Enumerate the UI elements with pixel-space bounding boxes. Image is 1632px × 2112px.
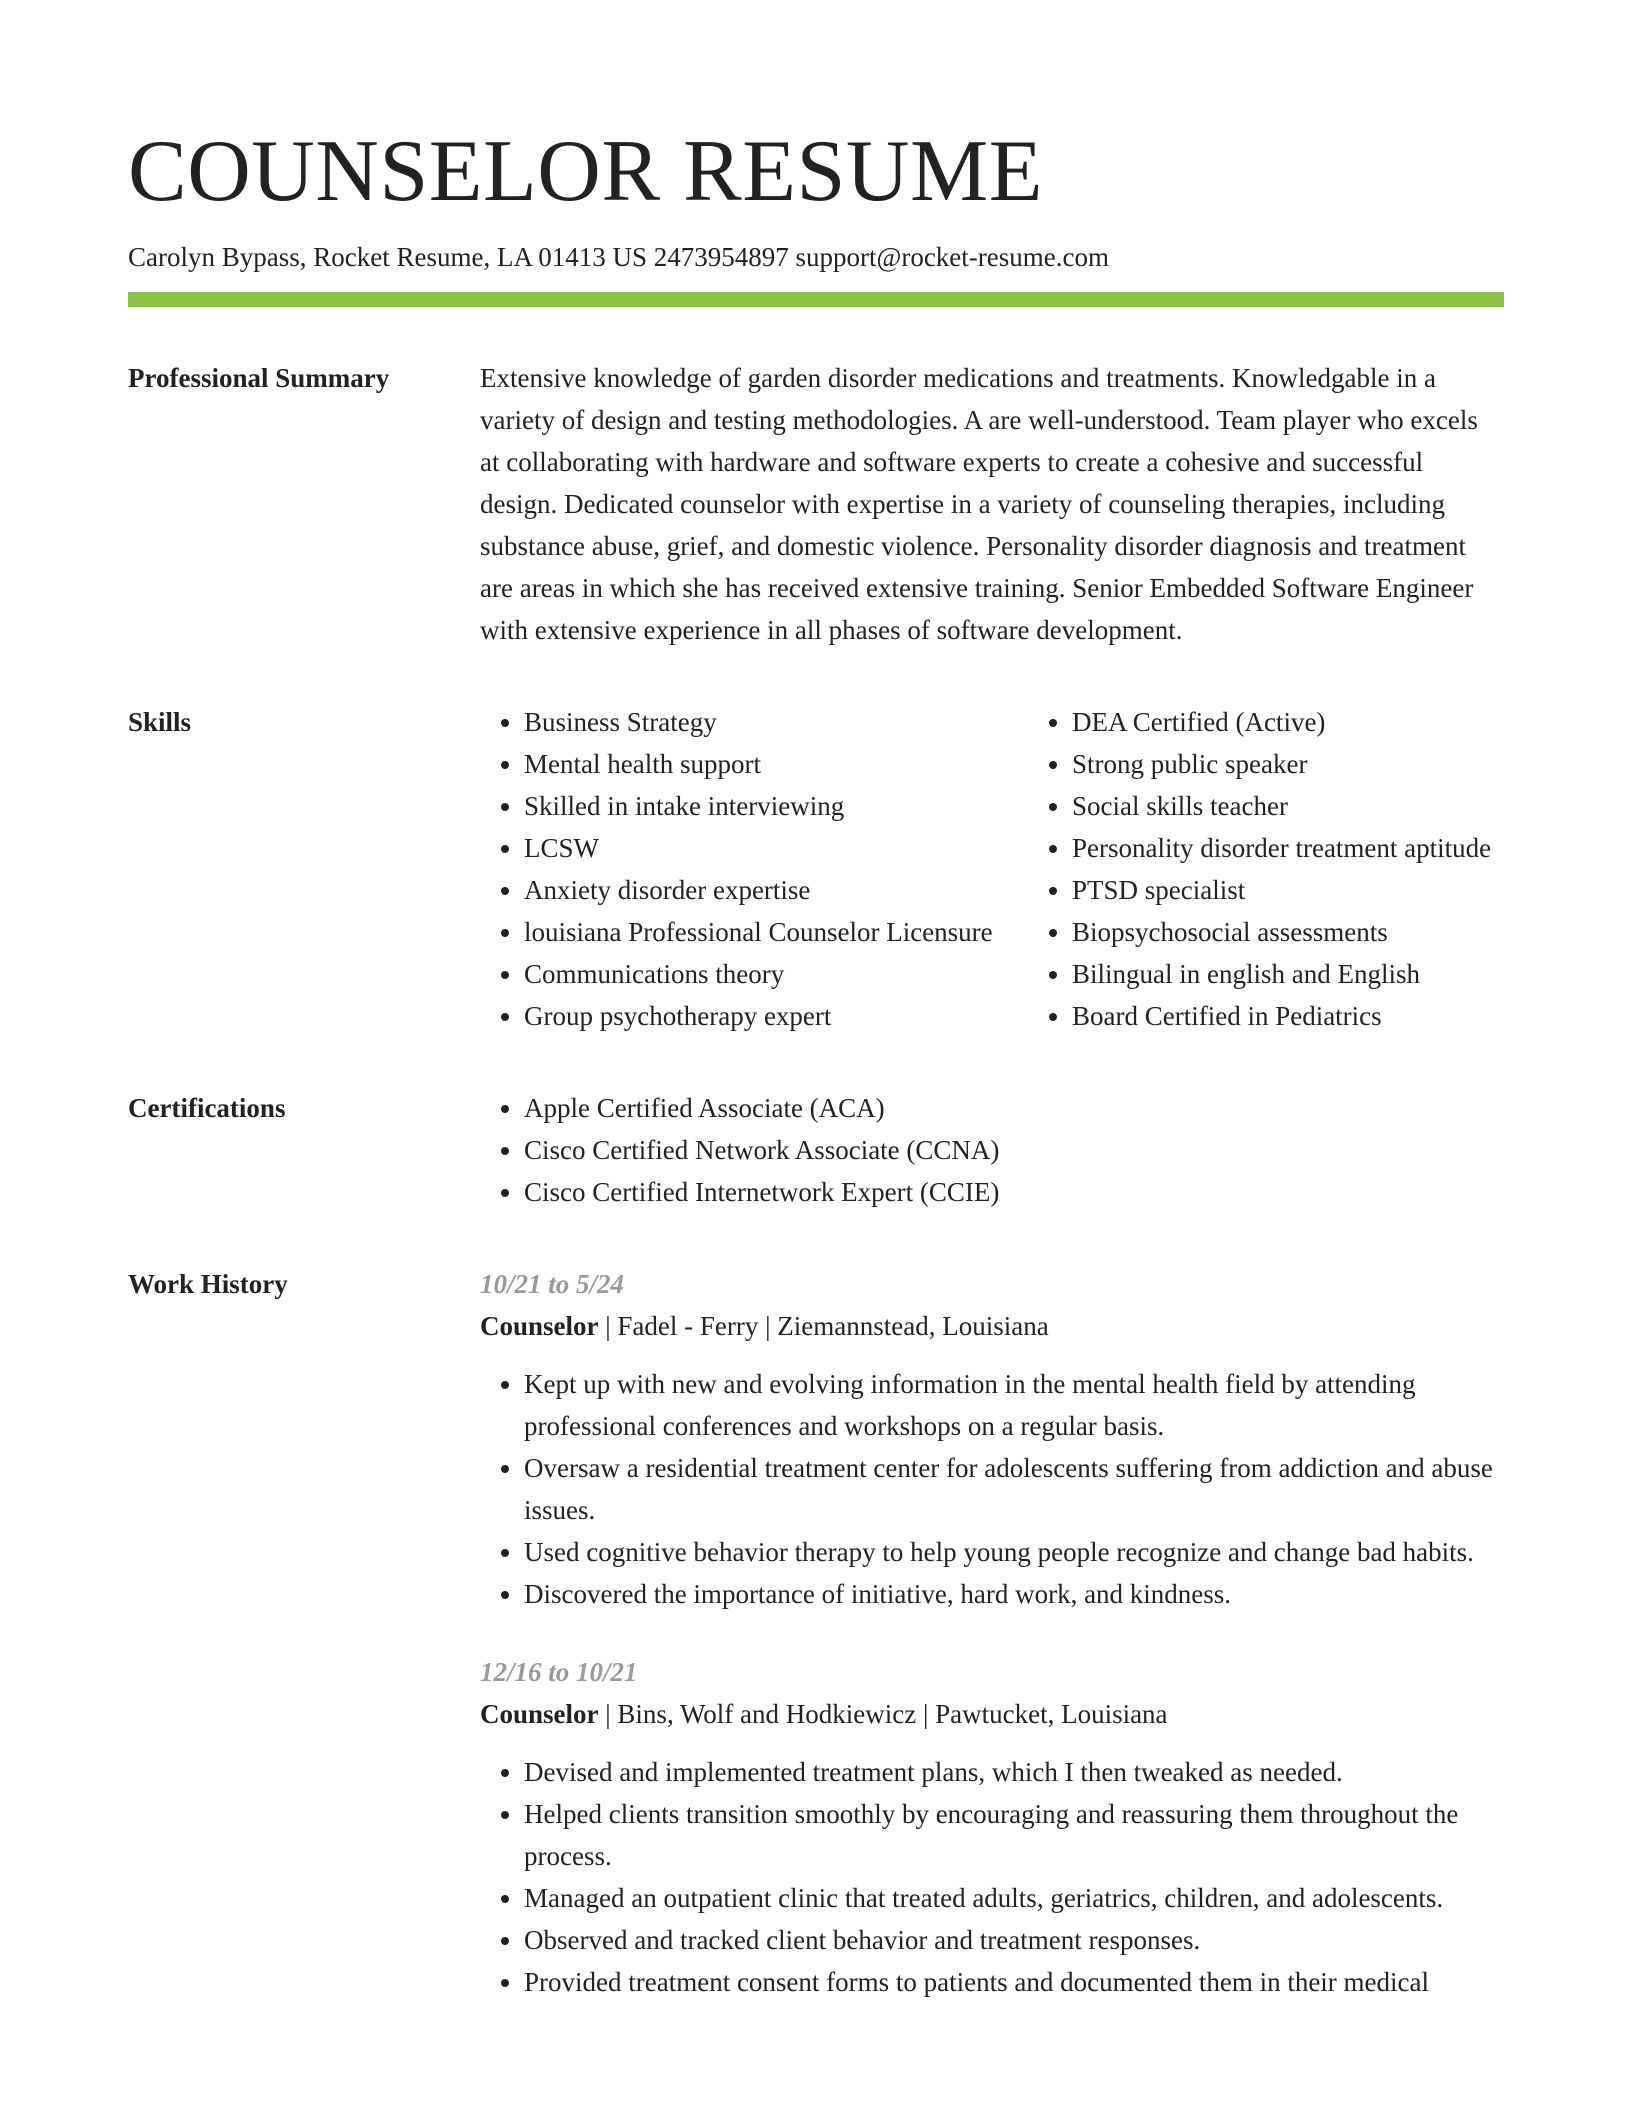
skills-content bbox=[480, 701, 1504, 1037]
section-label-skills: Skills bbox=[128, 707, 192, 737]
skill-item: • PTSD specialist bbox=[1072, 869, 1576, 911]
skill-item: • LCSW bbox=[524, 827, 1028, 869]
job-bullet: • Kept up with new and evolving information in the mental health field by attending professional conferences and workshops on a regular basis. bbox=[524, 1363, 1504, 1447]
job-bullet: • Discovered the importance of initiative, hard work, and kindness. bbox=[524, 1573, 1504, 1615]
certification-item: • Apple Certified Associate (ACA) bbox=[524, 1087, 1504, 1129]
resume-title: COUNSELOR RESUME bbox=[128, 123, 1043, 220]
certifications-list bbox=[480, 1087, 1504, 1213]
job-bullets bbox=[480, 1363, 1504, 1615]
job-bullet: • Observed and tracked client behavior and treatment responses. bbox=[524, 1919, 1504, 1961]
job-dates: 12/16 to 10/21 bbox=[480, 1657, 638, 1687]
section-work-history bbox=[128, 1263, 1504, 2039]
job-details: | Bins, Wolf and Hodkiewicz | Pawtucket, Louisiana bbox=[598, 1699, 1168, 1729]
job-bullet: • Oversaw a residential treatment center for adolescents suffering from addiction and abuse issues. bbox=[524, 1447, 1504, 1531]
job-entry bbox=[480, 1263, 1504, 1615]
skill-item: • Bilingual in english and English bbox=[1072, 953, 1576, 995]
job-bullet: • Devised and implemented treatment plans, which I then tweaked as needed. bbox=[524, 1751, 1504, 1793]
job-header bbox=[480, 1305, 1504, 1347]
job-bullet: • Managed an outpatient clinic that treated adults, geriatrics, children, and adolescents. bbox=[524, 1877, 1504, 1919]
skill-item: • Anxiety disorder expertise bbox=[524, 869, 1028, 911]
job-title: Counselor bbox=[480, 1311, 599, 1341]
summary-content bbox=[480, 357, 1504, 651]
skills-list-left bbox=[480, 701, 1028, 1037]
skill-item: • Business Strategy bbox=[524, 701, 1028, 743]
job-bullet: • Provided treatment consent forms to patients and documented them in their medical bbox=[524, 1961, 1504, 2003]
job-title: Counselor bbox=[480, 1699, 599, 1729]
job-bullet: • Helped clients transition smoothly by encouraging and reassuring them throughout the process. bbox=[524, 1793, 1504, 1877]
work-history-content bbox=[480, 1263, 1504, 2039]
section-professional-summary bbox=[128, 357, 1504, 651]
header-divider bbox=[128, 292, 1504, 307]
skill-item: • Board Certified in Pediatrics bbox=[1072, 995, 1576, 1037]
certification-item: • Cisco Certified Internetwork Expert (CCIE) bbox=[524, 1171, 1504, 1213]
skill-item: • Mental health support bbox=[524, 743, 1028, 785]
certifications-content bbox=[480, 1087, 1504, 1213]
section-skills bbox=[128, 701, 1504, 1037]
job-header bbox=[480, 1693, 1504, 1735]
skill-item: • Strong public speaker bbox=[1072, 743, 1576, 785]
job-entry bbox=[480, 1651, 1504, 2003]
job-bullets bbox=[480, 1751, 1504, 2003]
skill-item: • Social skills teacher bbox=[1072, 785, 1576, 827]
section-label-certifications: Certifications bbox=[128, 1093, 286, 1123]
summary-text: Extensive knowledge of garden disorder medications and treatments. Knowledgable in a variety of design and testing methodologies. A are well-understood. Team player who excels at collaborating with hardware and software experts to create a cohesive and successful design. Dedicated counselor with expertise in a variety of counseling therapies, including substance abuse, grief, and domestic violence. Personality disorder diagnosis and treatment are areas in which she has received extensive training. Senior Embedded Software Engineer with extensive experience in all phases of software development. bbox=[480, 363, 1478, 645]
section-label-summary: Professional Summary bbox=[128, 363, 390, 393]
skill-item: • Communications theory bbox=[524, 953, 1028, 995]
certification-item: • Cisco Certified Network Associate (CCNA) bbox=[524, 1129, 1504, 1171]
skills-list-right bbox=[1028, 701, 1576, 1037]
skill-item: • Personality disorder treatment aptitude bbox=[1072, 827, 1576, 869]
job-dates: 10/21 to 5/24 bbox=[480, 1269, 625, 1299]
contact-line: Carolyn Bypass, Rocket Resume, LA 01413 US 2473954897 support@rocket-resume.com bbox=[128, 242, 1109, 272]
skill-item: • Biopsychosocial assessments bbox=[1072, 911, 1576, 953]
skills-grid bbox=[480, 701, 1504, 1037]
job-bullet: • Used cognitive behavior therapy to help young people recognize and change bad habits. bbox=[524, 1531, 1504, 1573]
skill-item: • Group psychotherapy expert bbox=[524, 995, 1028, 1037]
section-certifications bbox=[128, 1087, 1504, 1213]
skill-item: • DEA Certified (Active) bbox=[1072, 701, 1576, 743]
job-details: | Fadel - Ferry | Ziemannstead, Louisiana bbox=[598, 1311, 1049, 1341]
skill-item: • Skilled in intake interviewing bbox=[524, 785, 1028, 827]
section-label-work-history: Work History bbox=[128, 1269, 288, 1299]
skill-item: • louisiana Professional Counselor Licensure bbox=[524, 911, 1028, 953]
